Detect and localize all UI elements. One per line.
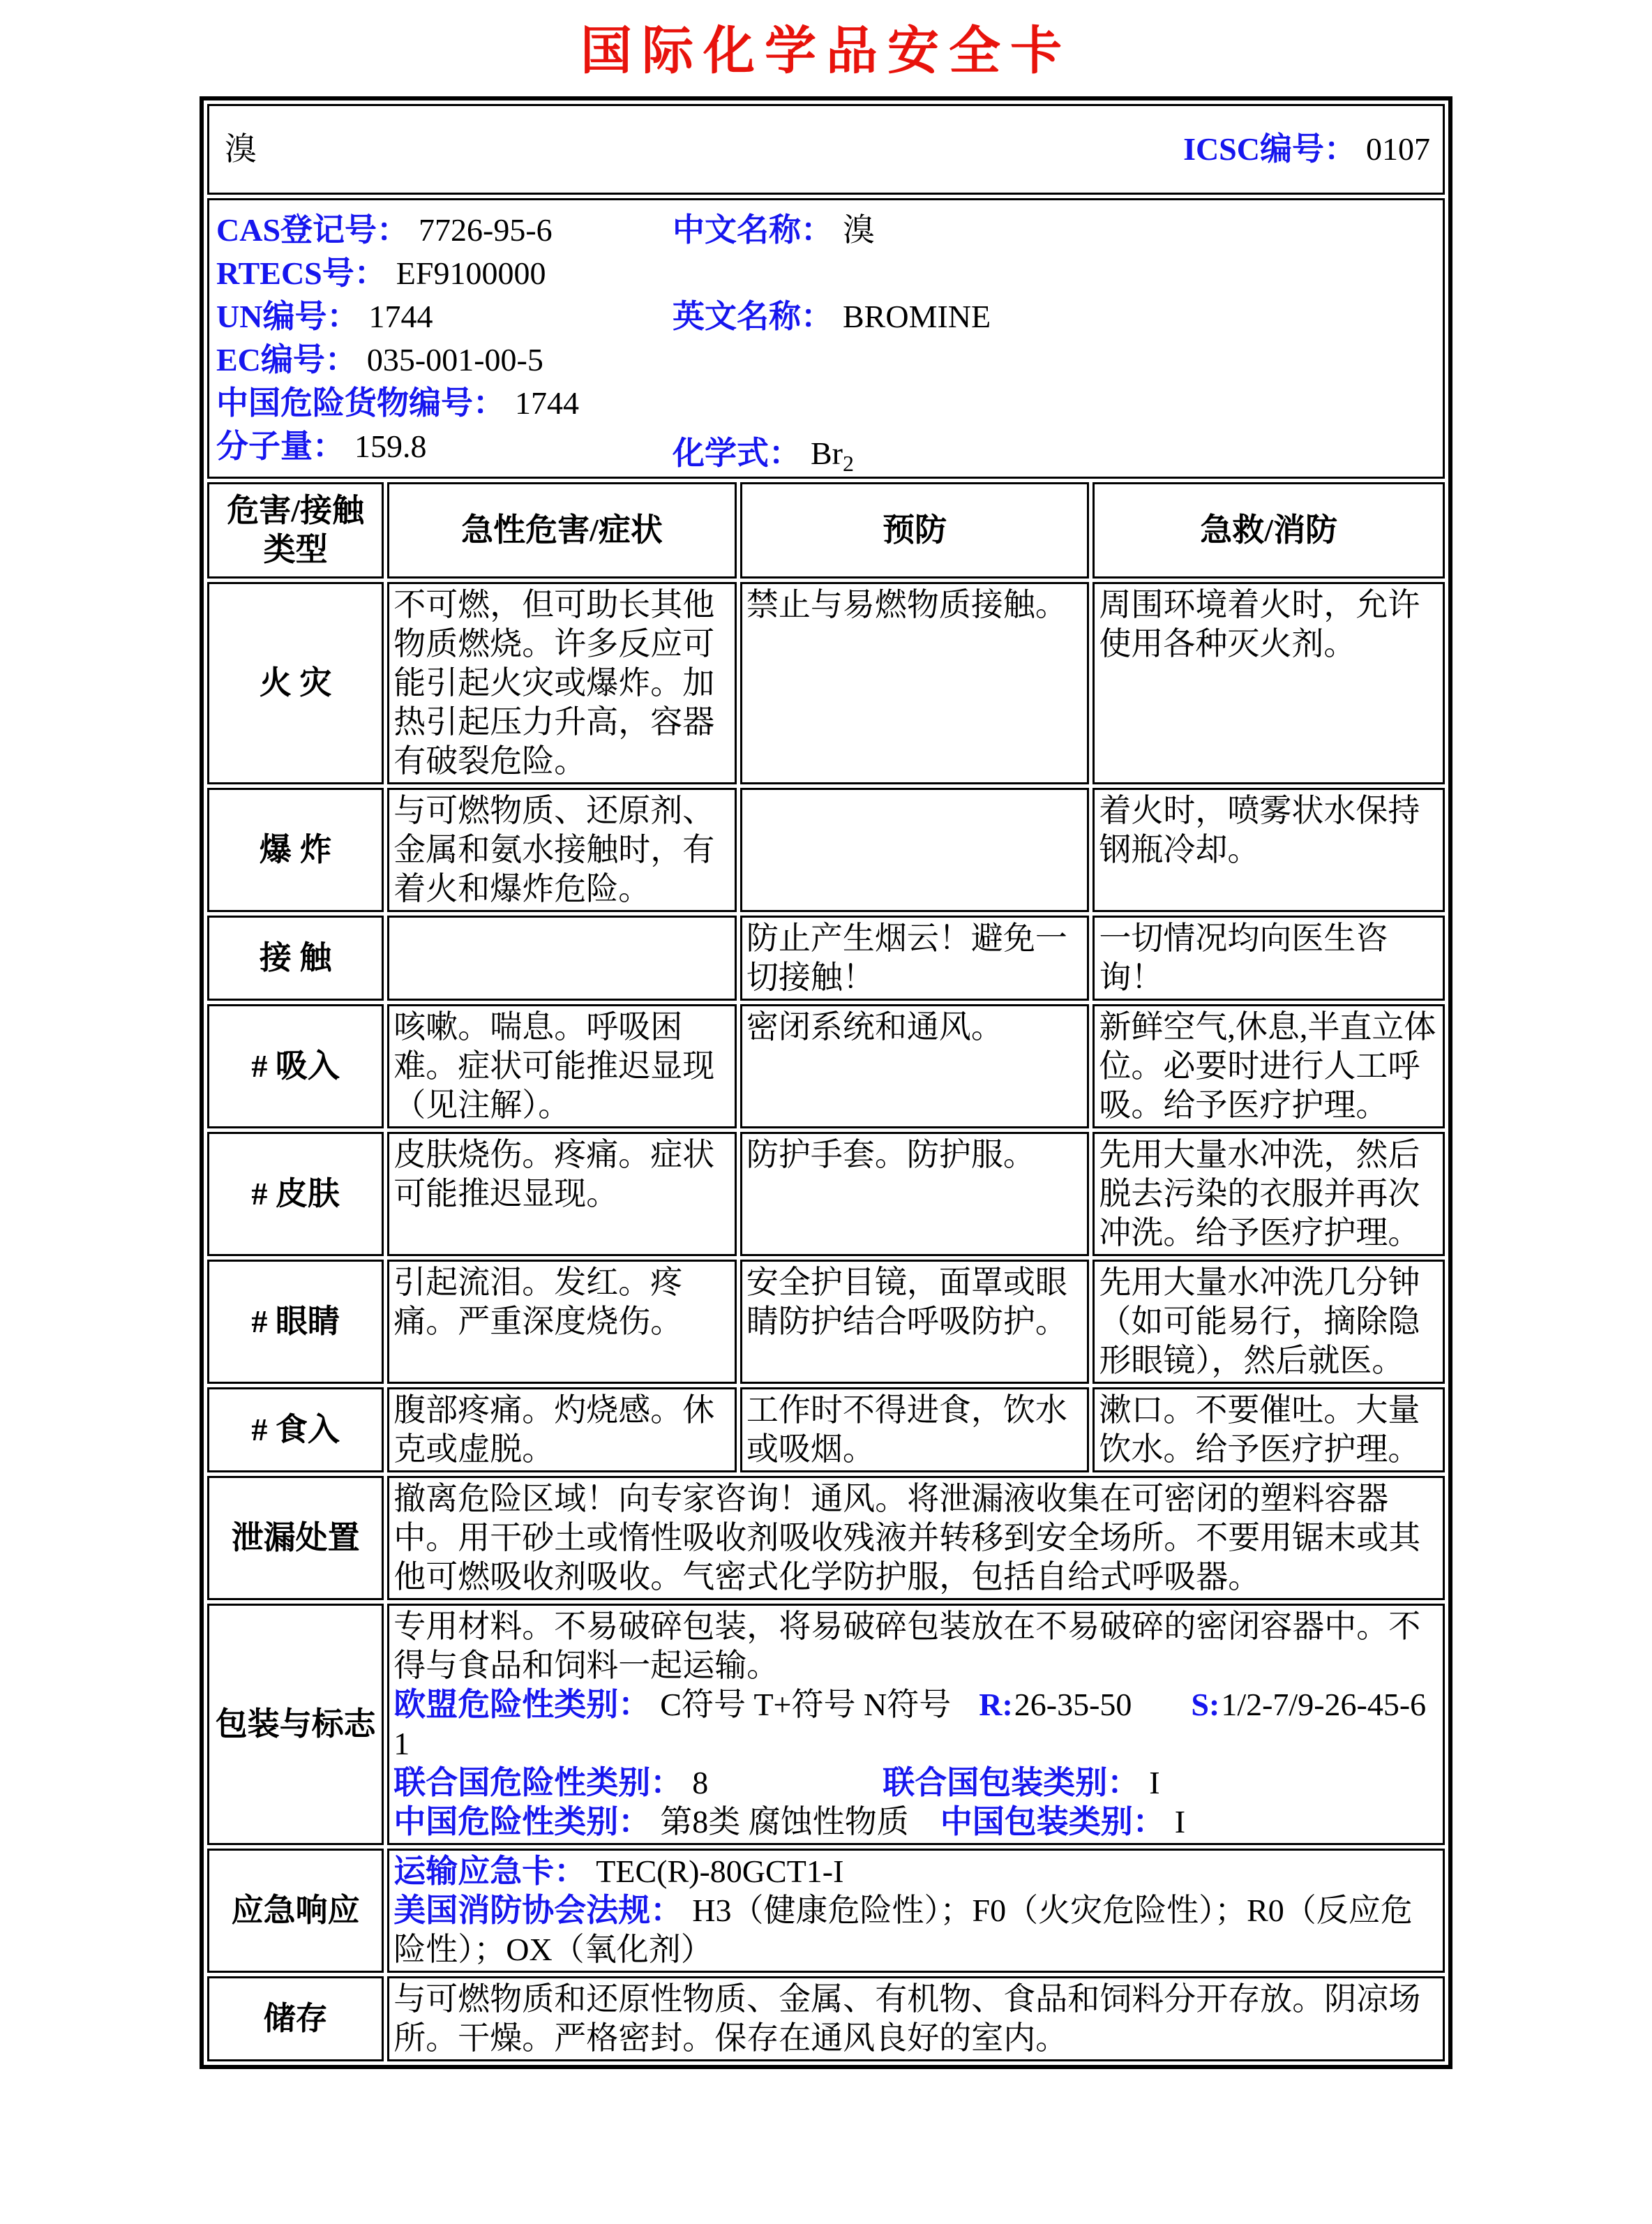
card-header-bar [213, 130, 1439, 169]
eyes-symptoms: 引起流泪。发红。疼痛。严重深度烧伤。 [387, 1260, 737, 1384]
packaging-material-text: 专用材料。不易破碎包装，将易破碎包装放在不易破碎的密闭容器中。不得与食品和饲料一起运输。 [393, 1609, 1421, 1683]
un-pack-group-label: 联合国包装类别： [883, 1765, 1140, 1800]
inhalation-symptoms: 咳嗽。喘息。呼吸困难。症状可能推迟显现（见注解）。 [387, 1004, 737, 1128]
formula-line [673, 432, 854, 485]
un-number-label: UN编号： [216, 299, 359, 334]
nfpa-value: H3（健康危险性）；F0（火灾危险性）；R0（反应危险性）；OX（氧化剂） [393, 1893, 1413, 1967]
r-phrases-value: 26-35-50 [1014, 1687, 1132, 1722]
header-hazard-type-line1: 危害/接触 [227, 493, 365, 528]
row-inhalation [207, 1004, 1445, 1128]
molecular-weight-value: 159.8 [354, 428, 427, 464]
formula-value: Br [811, 435, 843, 471]
row-ingestion [207, 1387, 1445, 1472]
header-first-aid: 急救/消防 [1092, 482, 1445, 579]
ec-number-label: EC编号： [216, 342, 357, 378]
card-header-cell [207, 104, 1445, 195]
contact-first-aid: 一切情况均向医生咨询！ [1092, 916, 1445, 1001]
inhalation-prevention: 密闭系统和通风。 [740, 1004, 1090, 1128]
header-prevention: 预防 [740, 482, 1090, 579]
packaging-label: 包装与标志 [207, 1604, 384, 1845]
contact-prevention: 防止产生烟云！避免一切接触！ [740, 916, 1090, 1001]
fire-first-aid: 周围环境着火时，允许使用各种灭火剂。 [1092, 582, 1445, 784]
chinese-name-line [673, 209, 875, 252]
explosion-prevention [740, 788, 1090, 912]
packaging-cell [387, 1604, 1445, 1845]
icsc-card-table [200, 96, 1452, 2069]
header-hazard-type-line2: 类型 [263, 532, 328, 567]
eu-class-value: C符号 T+符号 N符号 [660, 1687, 952, 1722]
eyes-label: # 眼睛 [207, 1260, 384, 1384]
header-hazard-type [207, 482, 384, 579]
ingestion-prevention: 工作时不得进食，饮水或吸烟。 [740, 1387, 1090, 1472]
icsc-number-value: 0107 [1366, 131, 1430, 167]
nfpa-line [393, 1891, 1439, 1969]
skin-label: # 皮肤 [207, 1132, 384, 1256]
china-dg-number-value: 1744 [515, 385, 579, 421]
identification-block [213, 202, 1439, 475]
english-name-value: BROMINE [843, 299, 991, 334]
un-class-label: 联合国危险性类别： [393, 1765, 683, 1800]
row-storage [207, 1976, 1445, 2061]
un-pack-group-value: I [1149, 1765, 1160, 1800]
r-phrases-label: R: [979, 1687, 1013, 1722]
contact-symptoms [387, 916, 737, 1001]
eyes-prevention: 安全护目镜，面罩或眼睛防护结合呼吸防护。 [740, 1260, 1090, 1384]
row-packaging-labelling [207, 1604, 1445, 1845]
english-name-line [673, 295, 991, 338]
eu-class-label: 欧盟危险性类别： [393, 1687, 651, 1722]
explosion-first-aid: 着火时，喷雾状水保持钢瓶冷却。 [1092, 788, 1445, 912]
explosion-symptoms: 与可燃物质、还原剂、金属和氨水接触时，有着火和爆炸危险。 [387, 788, 737, 912]
storage-label: 储存 [207, 1976, 384, 2061]
chinese-name-value: 溴 [843, 212, 875, 248]
row-explosion [207, 788, 1445, 912]
identification-row [207, 198, 1445, 479]
molecular-weight-label: 分子量： [216, 428, 345, 464]
page-title: 国际化学品安全卡 [580, 23, 1072, 80]
formula-subscript: 2 [843, 451, 854, 477]
cn-pack-group-label: 中国包装类别： [940, 1804, 1165, 1839]
formula-label: 化学式： [673, 435, 801, 471]
tec-card-value: TEC(R)-80GCT1-I [596, 1853, 844, 1889]
row-eyes [207, 1260, 1445, 1384]
fire-label: 火 灾 [207, 582, 384, 784]
ingestion-first-aid: 漱口。不要催吐。大量饮水。给予医疗护理。 [1092, 1387, 1445, 1472]
card-header-row [207, 104, 1445, 195]
header-acute-symptoms: 急性危害/症状 [387, 482, 737, 579]
china-dg-number-label: 中国危险货物编号： [216, 385, 505, 421]
fire-prevention: 禁止与易燃物质接触。 [740, 582, 1090, 784]
rtecs-number-label: RTECS号： [216, 255, 386, 291]
storage-text: 与可燃物质和还原性物质、金属、有机物、食品和饲料分开存放。阴凉场所。干燥。严格密封。保存在通风良好的室内。 [387, 1976, 1445, 2061]
rtecs-number-value: EF9100000 [396, 255, 546, 291]
emergency-cell [387, 1849, 1445, 1973]
row-skin [207, 1132, 1445, 1256]
s-phrases-label: S: [1191, 1687, 1220, 1722]
contact-label: 接 触 [207, 916, 384, 1001]
inhalation-first-aid: 新鲜空气,休息,半直立体位。必要时进行人工呼吸。给予医疗护理。 [1092, 1004, 1445, 1128]
s-phrases-value: 1/2-7/9-26-45-61 [393, 1687, 1427, 1761]
skin-symptoms: 皮肤烧伤。疼痛。症状可能推迟显现。 [387, 1132, 737, 1256]
row-fire [207, 582, 1445, 784]
ingestion-label: # 食入 [207, 1387, 384, 1472]
row-emergency-response [207, 1849, 1445, 1973]
identification-cell [207, 198, 1445, 479]
un-number-value: 1744 [368, 299, 433, 334]
icsc-number [1183, 130, 1439, 169]
emergency-label: 应急响应 [207, 1849, 384, 1973]
icsc-number-label: ICSC编号： [1183, 131, 1356, 167]
inhalation-label: # 吸入 [207, 1004, 384, 1128]
identification-right-column [673, 209, 1439, 475]
eyes-first-aid: 先用大量水冲洗几分钟（如可能易行，摘除隐形眼镜），然后就医。 [1092, 1260, 1445, 1384]
nfpa-label: 美国消防协会法规： [393, 1893, 683, 1928]
chinese-name-label: 中文名称： [673, 212, 833, 248]
substance-name: 溴 [225, 131, 257, 167]
un-class-value: 8 [692, 1765, 709, 1800]
cn-class-label: 中国危险性类别： [393, 1804, 651, 1839]
row-spill-disposal [207, 1476, 1445, 1600]
cn-class-value: 第8类 腐蚀性物质 [660, 1804, 909, 1839]
spill-label: 泄漏处置 [207, 1476, 384, 1600]
spill-text: 撤离危险区域！向专家咨询！通风。将泄漏液收集在可密闭的塑料容器中。用干砂土或惰性吸收剂吸收残液并转移到安全场所。不要用锯末或其他可燃吸收剂吸收。气密式化学防护服，包括自给式呼吸器。 [387, 1476, 1445, 1600]
row-contact [207, 916, 1445, 1001]
skin-prevention: 防护手套。防护服。 [740, 1132, 1090, 1256]
skin-first-aid: 先用大量水冲洗，然后脱去污染的衣服并再次冲洗。给予医疗护理。 [1092, 1132, 1445, 1256]
fire-symptoms: 不可燃，但可助长其他物质燃烧。许多反应可能引起火灾或爆炸。加热引起压力升高，容器有破裂危险。 [387, 582, 737, 784]
cas-number-value: 7726-95-6 [419, 212, 553, 248]
tec-card-label: 运输应急卡： [393, 1853, 587, 1889]
explosion-label: 爆 炸 [207, 788, 384, 912]
english-name-label: 英文名称： [673, 299, 833, 334]
ec-number-value: 035-001-00-5 [366, 342, 543, 378]
packaging-cn-line [393, 1803, 1439, 1842]
packaging-eu-line [393, 1685, 1439, 1763]
cas-number-label: CAS登记号： [216, 212, 410, 248]
tec-line [393, 1852, 1439, 1891]
packaging-un-line [393, 1763, 1439, 1803]
ingestion-symptoms: 腹部疼痛。灼烧感。休克或虚脱。 [387, 1387, 737, 1472]
cn-pack-group-value: I [1174, 1804, 1186, 1839]
hazard-header-row [207, 482, 1445, 579]
